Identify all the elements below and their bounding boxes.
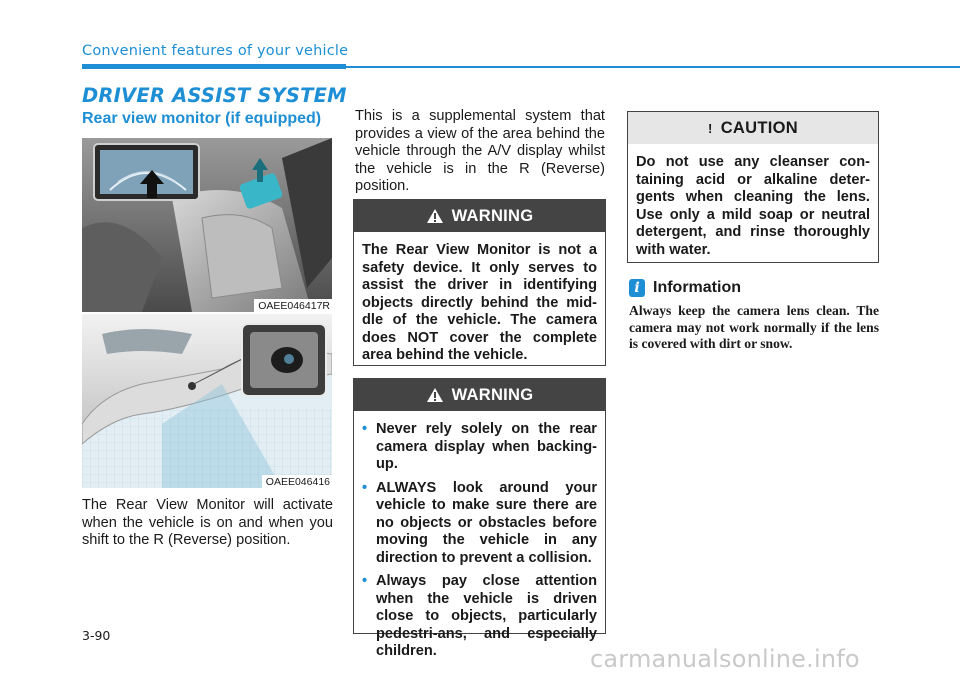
warning-triangle-icon [426, 208, 444, 224]
caution-header [628, 112, 878, 144]
caution-label: CAUTION [720, 118, 798, 137]
warning-label: WARNING [451, 385, 534, 404]
figure-console-display [82, 138, 332, 312]
rear-camera-illustration [82, 314, 332, 488]
caution-box [627, 111, 879, 263]
caution-icon: ! [708, 120, 713, 136]
warning-list-body [354, 411, 605, 677]
information-title: Information [653, 279, 741, 296]
activation-text: The Rear View Monitor will activate when the vehicle is on and when you shift to the R (Reverse) position. [82, 497, 333, 548]
watermark: carmanualsonline.info [590, 645, 860, 673]
warning-header [354, 200, 605, 232]
chapter-title: DRIVER ASSIST SYSTEM [82, 84, 347, 107]
warning-header [354, 379, 605, 411]
section-header: Convenient features of your vehicle [82, 43, 349, 59]
warning-list [362, 421, 597, 661]
figure-code: OAEE046417R [254, 299, 332, 312]
intro-text: This is a supplemental system that provides a view of the area behind the vehicle through the A/V display whilst the vehicle is in the R (Reverse) position. [355, 108, 605, 194]
page-number: 3-90 [82, 628, 111, 643]
list-item: • Always pay close attention when the vehicle is driven close to objects, particularly pedestri-ans, and especially children. [362, 573, 597, 661]
header-rule-thin [346, 66, 960, 68]
figure-code: OAEE046416 [262, 475, 332, 488]
caution-text: Do not use any cleanser con-taining acid or alkaline deter-gents when cleaning the lens. Use only a mild soap or neutral detergent, and rinse thoroughly with water. [636, 154, 870, 258]
list-item: • ALWAYS look around your vehicle to make sure there are no objects or obstacles before moving the vehicle in any direction to prevent a collision. [362, 480, 597, 568]
warning-label: WARNING [451, 206, 534, 225]
figure-rear-camera [82, 314, 332, 488]
header-rule-thick [82, 64, 346, 69]
warning-triangle-icon [426, 387, 444, 403]
warning-box-1 [353, 199, 606, 366]
warning-text: The Rear View Monitor is not a safety device. It only serves to assist the driver in identifying objects directly behind the mid-dle of the vehicle. The camera does NOT cover the complete area behind the vehicle. [362, 242, 597, 363]
console-illustration [82, 138, 332, 312]
list-item: • Never rely solely on the rear camera display when backing-up. [362, 421, 597, 474]
information-header [629, 279, 741, 297]
section-subtitle: Rear view monitor (if equipped) [82, 110, 322, 127]
information-icon: i [629, 279, 645, 297]
warning-box-2 [353, 378, 606, 659]
information-text: Always keep the camera lens clean. The camera may not work normally if the lens is covered with dirt or snow. [629, 303, 879, 351]
